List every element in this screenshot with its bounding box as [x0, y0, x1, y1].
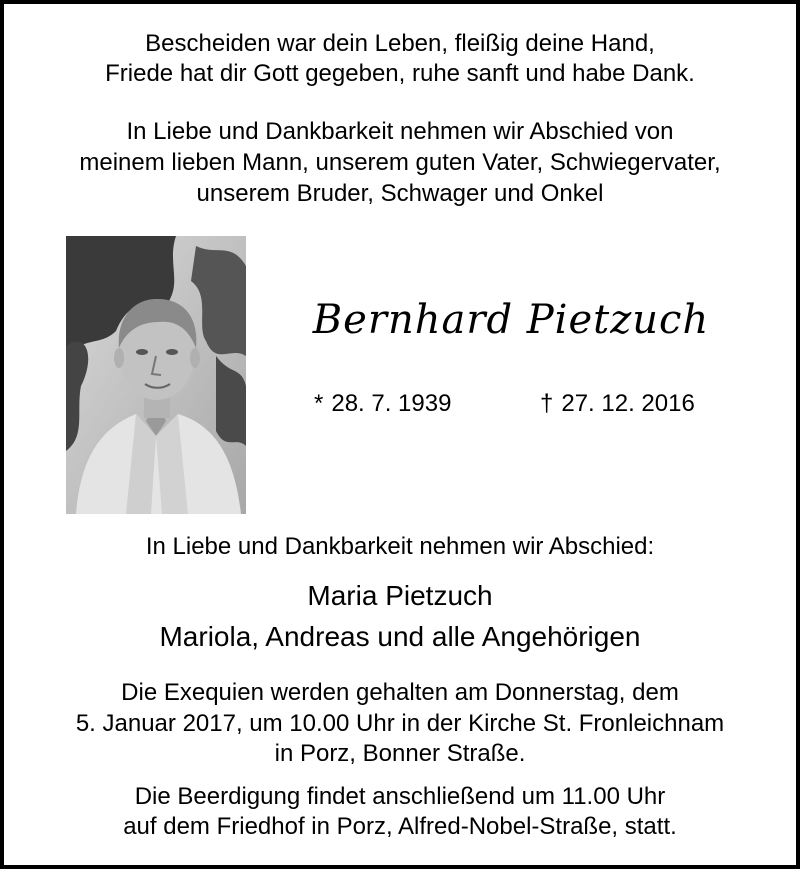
death-date-value: 27. 12. 2016 — [561, 390, 695, 417]
mourner-line-1: Maria Pietzuch — [307, 580, 493, 611]
intro-line-3: unserem Bruder, Schwager und Onkel — [196, 180, 604, 207]
service-line-2: 5. Januar 2017, um 10.00 Uhr in der Kirche St. Fronleichnam — [75, 710, 725, 737]
death-cross-icon: † — [540, 390, 554, 417]
intro-line-1: In Liebe und Dankbarkeit nehmen wir Abschied von — [126, 118, 674, 145]
service-line-3: in Porz, Bonner Straße. — [274, 740, 526, 767]
intro-line-2: meinem lieben Mann, unserem guten Vater, Schwiegervater, — [79, 149, 721, 176]
burial-line-2: auf dem Friedhof in Porz, Alfred-Nobel-Straße, statt. — [123, 813, 677, 840]
birth-date-value: 28. 7. 1939 — [331, 390, 452, 417]
portrait-photo — [66, 236, 246, 514]
mourner-line-2: Mariola, Andreas und alle Angehörigen — [159, 621, 641, 652]
birth-star-icon: * — [314, 390, 324, 417]
deceased-name: Bernhard Pietzuch — [312, 297, 710, 343]
death-date — [540, 390, 695, 418]
burial-line-1: Die Beerdigung findet anschließend um 11.00 Uhr — [134, 783, 666, 810]
verse-line-2: Friede hat dir Gott gegeben, ruhe sanft und habe Dank. — [105, 60, 695, 87]
verse-line-1: Bescheiden war dein Leben, fleißig deine Hand, — [145, 30, 655, 57]
portrait-image — [66, 236, 246, 514]
service-line-1: Die Exequien werden gehalten am Donnerstag, dem — [121, 679, 679, 706]
birth-date — [314, 390, 451, 418]
farewell-line: In Liebe und Dankbarkeit nehmen wir Abschied: — [145, 533, 655, 560]
